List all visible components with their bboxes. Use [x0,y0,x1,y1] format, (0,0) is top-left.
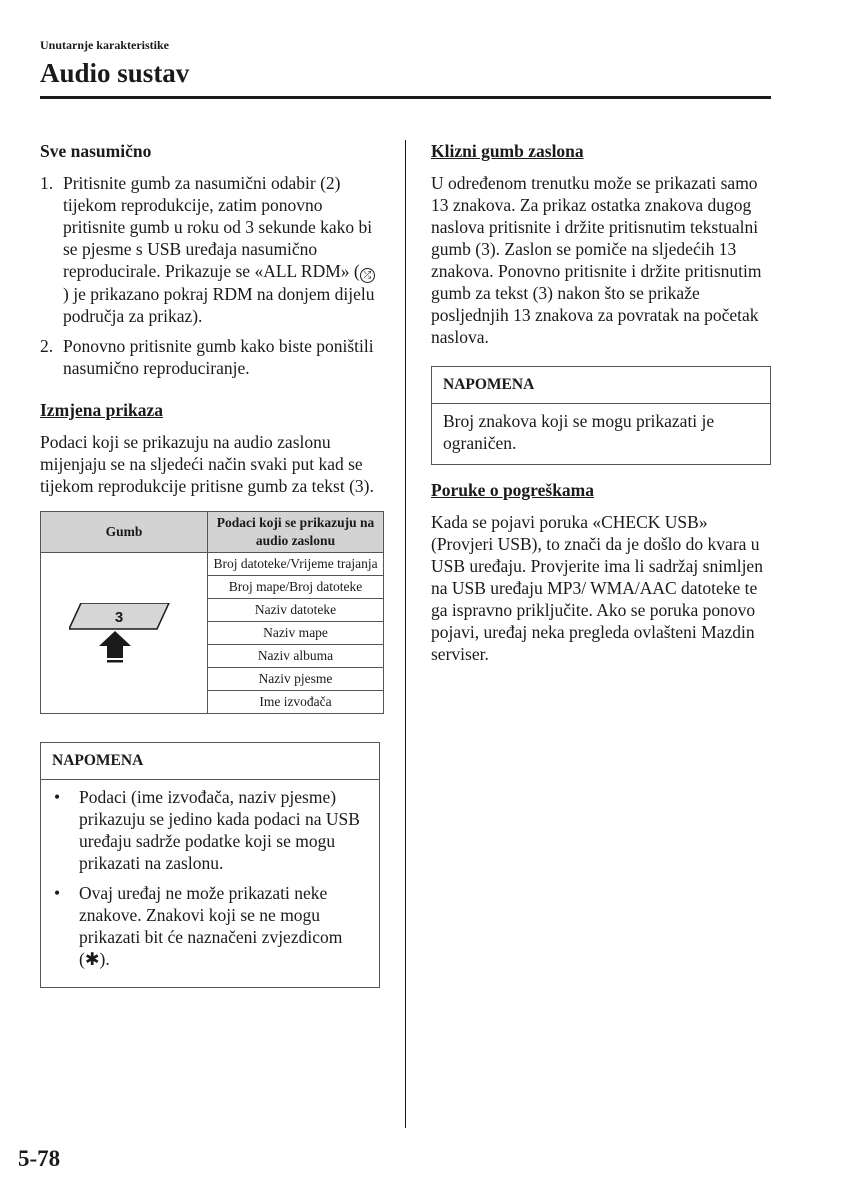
random-disc-icon: ⤮ [360,268,375,283]
note-item-text: Ovaj uređaj ne može prikazati neke znakove. Znakovi koji se ne mogu prikazati bit će naznačeni zvjezdicom (✱). [79,883,343,970]
page-number: 5-78 [18,1146,61,1171]
note-box [40,742,380,988]
text-button-illustration [69,603,179,663]
random-steps [40,172,380,379]
display-text: Podaci koji se prikazuju na audio zaslonu mijenjaju se na sljedeći način svaki put kad se tijekom reprodukcije pritisne gumb za tekst (3). [40,432,374,496]
section-label: Unutarnje karakteristike [40,38,169,52]
note-item-text: Podaci (ime izvođača, naziv pjesme) prikazuju se jedino kada podaci na USB uređaju sadrže podatke koji se mogu prikazati na zaslonu. [79,787,360,873]
table-cell: Ime izvođača [208,691,384,714]
table-cell: Naziv mape [208,622,384,645]
left-column [40,140,380,988]
step-item [40,335,380,379]
display-heading: Izmjena prikaza [40,400,163,420]
step-text: Ponovno pritisnite gumb kako biste poništili nasumično reproduciranje. [63,336,374,378]
step-item [40,172,380,327]
table-cell: Naziv pjesme [208,668,384,691]
press-arrow-icon [99,631,131,663]
note-heading: NAPOMENA [432,367,770,404]
step-number: 2. [40,336,54,356]
table-row [41,553,384,576]
scroll-text: U određenom trenutku može se prikazati samo 13 znakova. Za prikaz ostatka znakova dugog naslova pritisnite i držite pritisnutim tekstualni gumb (3). Zaslon se pomiče na sljedećih 13 znakova. Ponovno pritisnite i držite pritisnutim gumb za tekst (3) nakon što se prikaže posljednjih 13 znakova za povratak na početak naslova. [431,173,762,347]
table-cell: Broj datoteke/Vrijeme trajanja [208,553,384,576]
error-text: Kada se pojavi poruka «CHECK USB» (Provjeri USB), to znači da je došlo do kvara u USB uređaju. Provjerite ima li sadržaj snimljen na USB uređaju MP3/ WMA/AAC datoteke te ga ispravno priključite. Ako se poruka ponovo pojavi, uređaj neka pregleda ovlašteni Mazdin serviser. [431,512,763,664]
button-label: 3 [114,609,124,626]
random-heading: Sve nasumično [40,141,152,161]
note-list [52,786,368,971]
note-text: Broj znakova koji se mogu prikazati je ograničen. [443,411,715,453]
step-number: 1. [40,173,54,193]
button-illustration-cell [41,553,208,714]
table-header-data: Podaci koji se prikazuju na audio zaslonu [208,512,384,553]
error-heading: Poruke o pogreškama [431,480,595,500]
table-cell: Naziv datoteke [208,599,384,622]
bullet: • [54,787,61,807]
note-item [52,882,368,971]
step-text: Pritisnite gumb za nasumični odabir (2) tijekom reprodukcije, zatim ponovno pritisnite gumb u roku od 3 sekunde kako bi se pjesme s USB uređaja nasumično reproducirale. Prikazuje se «ALL RDM» ( ⤮) je prikazano pokraj RDM na donjem dijelu područja za prikaz). [63,173,375,326]
display-table [40,511,384,714]
note-box [431,366,771,465]
table-header-gumb: Gumb [41,512,208,553]
page-title: Audio sustav [40,58,190,88]
column-divider [405,140,406,1128]
bullet: • [54,883,61,903]
right-column [431,140,771,665]
table-cell: Naziv albuma [208,645,384,668]
note-heading: NAPOMENA [41,743,379,780]
asterisk-icon: ✱ [84,950,100,970]
table-cell: Broj mape/Broj datoteke [208,576,384,599]
scroll-heading: Klizni gumb zaslona [431,141,584,161]
title-rule [40,96,771,99]
note-item [52,786,368,874]
